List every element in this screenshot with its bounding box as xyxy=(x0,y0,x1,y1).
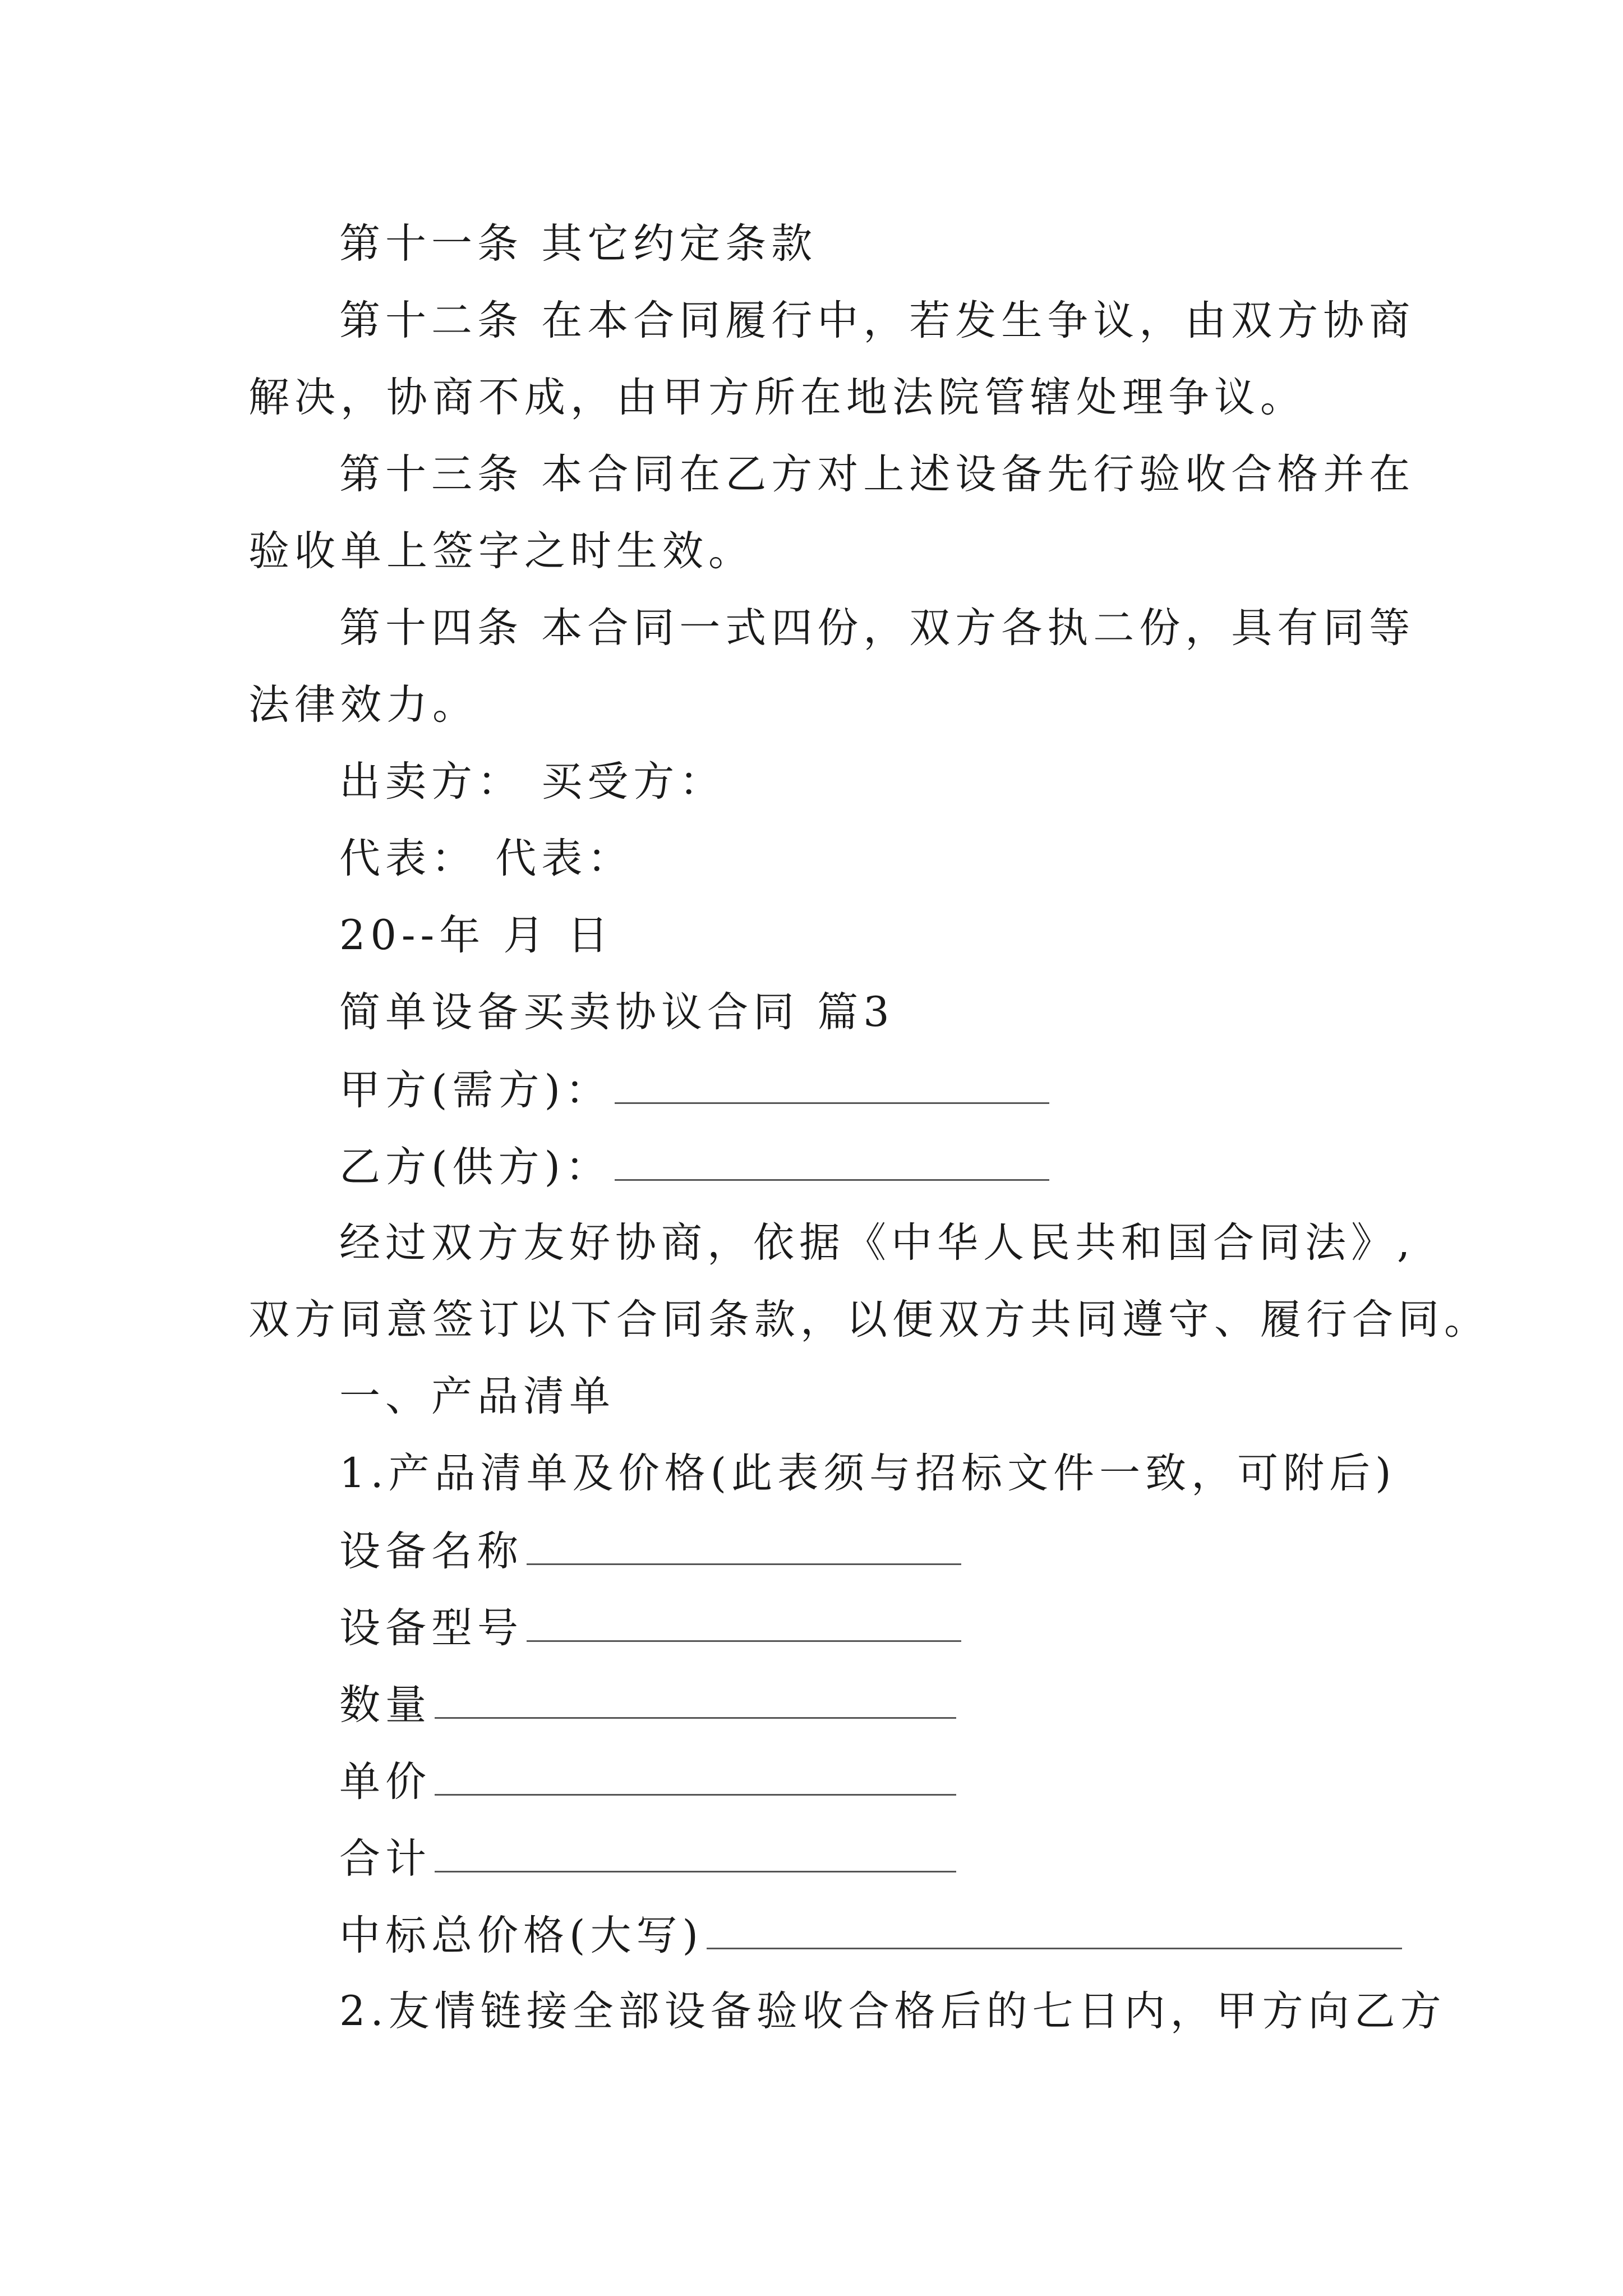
section-title: 简单设备买卖协议合同 篇3 xyxy=(339,988,895,1036)
party-b-label: 乙方(供方)： xyxy=(339,1143,611,1191)
representatives-line: 代表： 代表： xyxy=(339,835,634,882)
quantity-label: 数量 xyxy=(339,1681,431,1729)
party-b-row xyxy=(339,1143,1049,1191)
total-row xyxy=(339,1835,956,1883)
party-b-blank xyxy=(615,1145,1049,1181)
total-label: 合计 xyxy=(339,1835,431,1883)
clause-14-line-2: 法律效力。 xyxy=(248,681,478,729)
product-price-heading: 1.产品清单及价格(此表须与招标文件一致，可附后) xyxy=(339,1450,1396,1497)
party-a-label: 甲方(需方)： xyxy=(339,1066,611,1114)
party-a-row xyxy=(339,1066,1049,1114)
party-a-blank xyxy=(615,1069,1049,1104)
equipment-model-label: 设备型号 xyxy=(339,1604,523,1652)
total-blank xyxy=(435,1837,956,1872)
payment-clause-line: 2.友情链接全部设备验收合格后的七日内，甲方向乙方 xyxy=(339,1987,1446,2035)
preamble-line-2: 双方同意签订以下合同条款，以便双方共同遵守、履行合同。 xyxy=(248,1296,1490,1343)
clause-13-line-1: 第十三条 本合同在乙方对上述设备先行验收合格并在 xyxy=(339,450,1415,498)
bid-total-row xyxy=(339,1912,1402,1959)
equipment-model-row xyxy=(339,1604,961,1652)
clause-14-line-1: 第十四条 本合同一式四份，双方各执二份，具有同等 xyxy=(339,604,1415,652)
quantity-row xyxy=(339,1681,956,1729)
preamble-line-1: 经过双方友好协商，依据《中华人民共和国合同法》, xyxy=(339,1219,1415,1267)
date-line: 20--年 月 日 xyxy=(339,912,614,959)
quantity-blank xyxy=(435,1683,956,1719)
clause-12-line-2: 解决，协商不成，由甲方所在地法院管辖处理争议。 xyxy=(248,374,1306,421)
clause-13-line-2: 验收单上签字之时生效。 xyxy=(248,527,754,575)
unit-price-blank xyxy=(435,1760,956,1796)
unit-price-row xyxy=(339,1758,956,1806)
equipment-name-label: 设备名称 xyxy=(339,1527,523,1575)
clause-11-line: 第十一条 其它约定条款 xyxy=(339,220,818,268)
equipment-name-blank xyxy=(527,1530,961,1565)
equipment-name-row xyxy=(339,1527,961,1575)
bid-total-blank xyxy=(707,1914,1402,1949)
bid-total-label: 中标总价格(大写) xyxy=(339,1912,703,1959)
equipment-model-blank xyxy=(527,1607,961,1642)
seller-buyer-line: 出卖方： 买受方： xyxy=(339,758,726,806)
unit-price-label: 单价 xyxy=(339,1758,431,1806)
clause-12-line-1: 第十二条 在本合同履行中，若发生争议，由双方协商 xyxy=(339,297,1415,344)
product-list-heading: 一、产品清单 xyxy=(339,1373,615,1420)
